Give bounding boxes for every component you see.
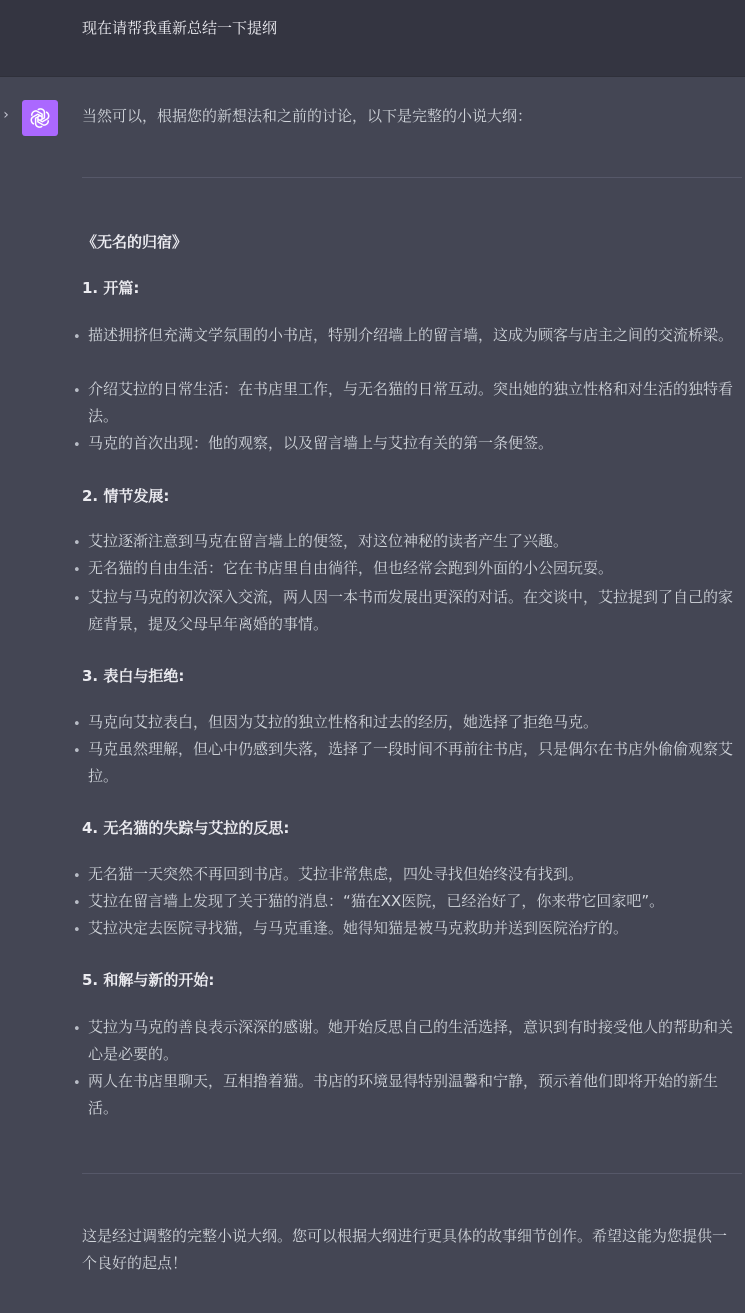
- divider: [82, 1173, 742, 1174]
- assistant-message-row: [0, 77, 745, 1313]
- bullet-icon: •: [73, 717, 81, 732]
- chevron-right-icon[interactable]: ›: [3, 107, 9, 123]
- divider: [82, 177, 742, 178]
- list-item: 马克向艾拉表白，但因为艾拉的独立性格和过去的经历，她选择了拒绝马克。: [88, 713, 599, 731]
- user-message-text: 现在请帮我重新总结一下提纲: [82, 19, 278, 37]
- assistant-intro: 当然可以，根据您的新想法和之前的讨论，以下是完整的小说大纲：: [82, 107, 533, 125]
- section-heading: 3. 表白与拒绝:: [82, 667, 185, 685]
- list-item: 艾拉在留言墙上发现了关于猫的消息：“猫在XX医院，已经治好了，你来带它回家吧”。: [88, 892, 665, 910]
- bullet-icon: •: [73, 563, 81, 578]
- bullet-icon: •: [73, 1076, 81, 1091]
- section-heading: 2. 情节发展:: [82, 487, 170, 505]
- bullet-icon: •: [73, 592, 81, 607]
- bullet-icon: •: [73, 896, 81, 911]
- list-item: 无名猫一天突然不再回到书店。艾拉非常焦虑，四处寻找但始终没有找到。: [88, 865, 584, 883]
- list-item: 介绍艾拉的日常生活：在书店里工作，与无名猫的日常互动。突出她的独立性格和对生活的独特看法。: [88, 380, 734, 425]
- openai-logo-icon: [22, 100, 58, 136]
- list-item: 描述拥挤但充满文学氛围的小书店，特别介绍墙上的留言墙，这成为顾客与店主之间的交流桥梁。: [88, 326, 734, 344]
- list-item: 艾拉与马克的初次深入交流，两人因一本书而发展出更深的对话。在交谈中，艾拉提到了自己的家庭背景，提及父母早年离婚的事情。: [88, 588, 734, 633]
- assistant-outro: 这是经过调整的完整小说大纲。您可以根据大纲进行更具体的故事细节创作。希望这能为您提供一个良好的起点！: [82, 1227, 728, 1272]
- bullet-icon: •: [73, 384, 81, 399]
- bullet-icon: •: [73, 869, 81, 884]
- bullet-icon: •: [73, 744, 81, 759]
- list-item: 艾拉逐渐注意到马克在留言墙上的便签，对这位神秘的读者产生了兴趣。: [88, 532, 569, 550]
- list-item: 两人在书店里聊天，互相撸着猫。书店的环境显得特别温馨和宁静，预示着他们即将开始的新生活。: [88, 1072, 719, 1117]
- user-message-row: [0, 0, 745, 77]
- novel-title: 《无名的归宿》: [82, 233, 188, 251]
- bullet-icon: •: [73, 536, 81, 551]
- bullet-icon: •: [73, 330, 81, 345]
- list-item: 马克的首次出现：他的观察，以及留言墙上与艾拉有关的第一条便签。: [88, 434, 554, 452]
- list-item: 艾拉为马克的善良表示深深的感谢。她开始反思自己的生活选择，意识到有时接受他人的帮助和关心是必要的。: [88, 1018, 734, 1063]
- list-item: 无名猫的自由生活：它在书店里自由徜徉，但也经常会跑到外面的小公园玩耍。: [88, 559, 614, 577]
- bullet-icon: •: [73, 923, 81, 938]
- bullet-icon: •: [73, 438, 81, 453]
- bullet-icon: •: [73, 1022, 81, 1037]
- list-item: 艾拉决定去医院寻找猫，与马克重逢。她得知猫是被马克救助并送到医院治疗的。: [88, 919, 629, 937]
- list-item: 马克虽然理解，但心中仍感到失落，选择了一段时间不再前往书店，只是偶尔在书店外偷偷观察艾拉。: [88, 740, 734, 785]
- section-heading: 5. 和解与新的开始:: [82, 971, 215, 989]
- section-heading: 1. 开篇:: [82, 279, 140, 297]
- section-heading: 4. 无名猫的失踪与艾拉的反思:: [82, 819, 290, 837]
